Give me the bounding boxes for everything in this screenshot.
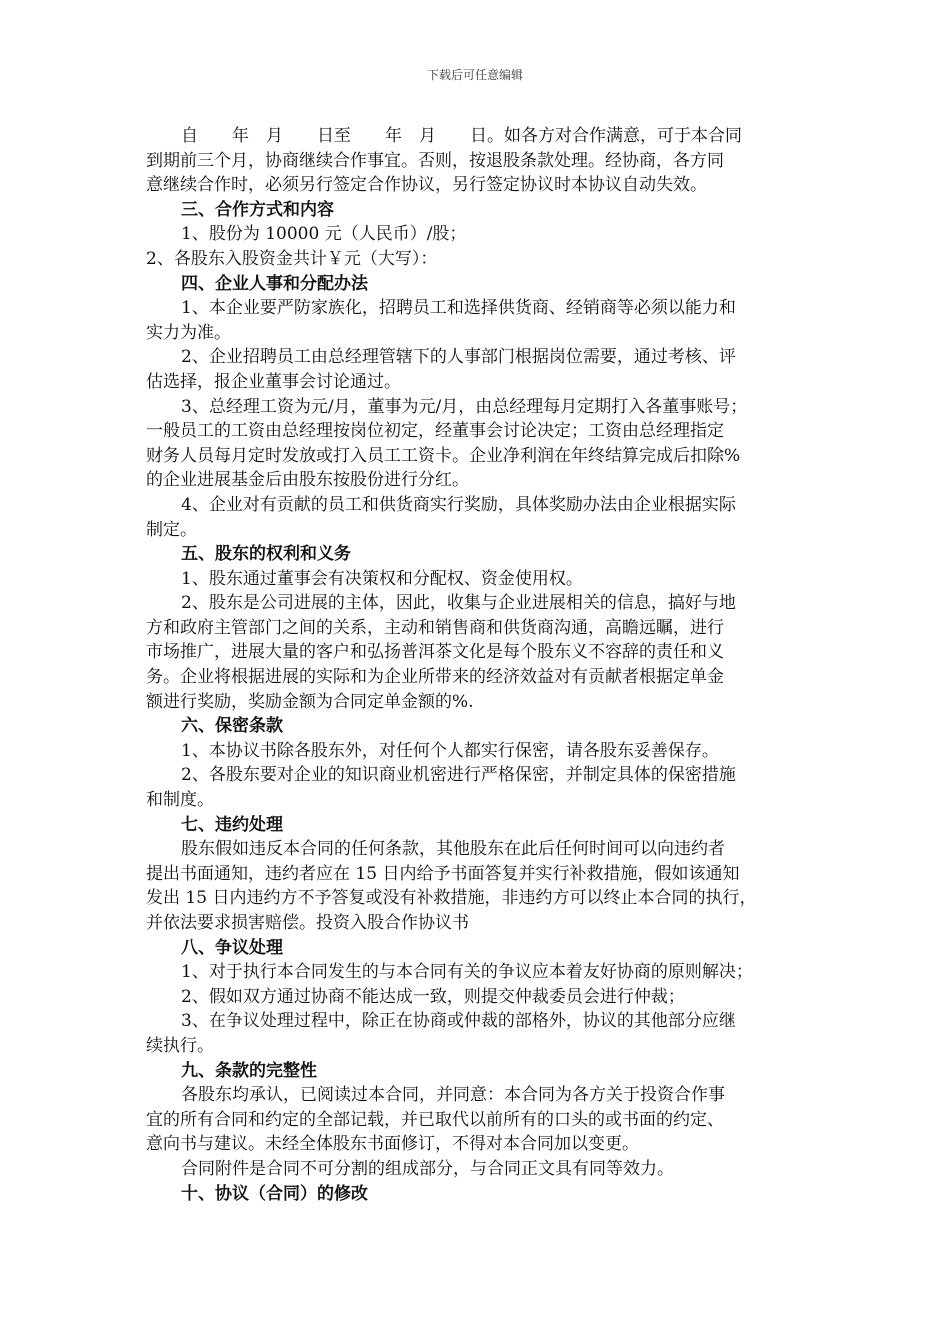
paragraph-line: 和制度。 (146, 790, 214, 811)
paragraph-line: 财务人员每月定时发放或打入员工工资卡。企业净利润在年终结算完成后扣除% (146, 445, 741, 466)
document-body (146, 124, 818, 1206)
paragraph-line: 务。企业将根据进展的实际和为企业所带来的经济效益对有贡献者根据定单金 (146, 667, 724, 688)
paragraph-line: 2、企业招聘员工由总经理管辖下的人事部门根据岗位需要，通过考核、评 (181, 347, 736, 368)
paragraph-line: 2、股东是公司进展的主体，因此，收集与企业进展相关的信息，搞好与地 (181, 593, 736, 614)
paragraph-line: 股东假如违反本合同的任何条款，其他股东在此后任何时间可以向违约者 (181, 839, 725, 860)
paragraph-line: 3、总经理工资为元/月，董事为元/月，由总经理每月定期打入各董事账号； (181, 396, 748, 417)
paragraph-line: 估选择，报企业董事会讨论通过。 (146, 371, 401, 392)
paragraph-line: 1、本协议书除各股东外，对任何个人都实行保密，请各股东妥善保存。 (181, 740, 719, 761)
paragraph-line: 制定。 (146, 519, 197, 540)
section-heading: 十、协议（合同）的修改 (181, 1183, 368, 1204)
section-heading: 四、企业人事和分配办法 (181, 273, 368, 294)
paragraph-line: 4、企业对有贡献的员工和供货商实行奖励，具体奖励办法由企业根据实际 (181, 494, 736, 515)
paragraph-line: 意向书与建议。未经全体股东书面修订，不得对本合同加以变更。 (146, 1134, 639, 1155)
paragraph-line: 2、各股东入股资金共计￥元（大写）： (146, 248, 438, 269)
paragraph-line: 实力为准。 (146, 322, 231, 343)
paragraph-line: 的企业进展基金后由股东按股份进行分红。 (146, 470, 469, 491)
section-heading: 五、股东的权利和义务 (181, 544, 351, 565)
paragraph-line: 市场推广，进展大量的客户和弘扬普洱茶文化是每个股东义不容辞的责任和义 (146, 642, 724, 663)
paragraph-line: 提出书面通知，违约者应在 15 日内给予书面答复并实行补救措施，假如该通知 (146, 863, 740, 884)
section-heading: 八、争议处理 (181, 937, 283, 958)
paragraph-line: 2、假如双方通过协商不能达成一致，则提交仲裁委员会进行仲裁； (181, 986, 685, 1007)
paragraph-line: 一般员工的工资由总经理按岗位初定，经董事会讨论决定；工资由总经理指定 (146, 421, 724, 442)
paragraph-line: 合同附件是合同不可分割的组成部分，与合同正文具有同等效力。 (181, 1158, 674, 1179)
paragraph-line: 续执行。 (146, 1035, 214, 1056)
paragraph-line: 2、各股东要对企业的知识商业机密进行严格保密，并制定具体的保密措施 (181, 765, 736, 786)
paragraph-line: 各股东均承认，已阅读过本合同，并同意：本合同为各方关于投资合作事 (181, 1085, 725, 1106)
paragraph-line: 3、在争议处理过程中，除正在协商或仲裁的部格外，协议的其他部分应继 (181, 1011, 736, 1032)
paragraph-line: 宜的所有合同和约定的全部记载，并已取代以前所有的口头的或书面的约定、 (146, 1109, 724, 1130)
paragraph-line: 意继续合作时，必须另行签定合作协议，另行签定协议时本协议自动失效。 (146, 175, 707, 196)
paragraph-line: 1、股东通过董事会有决策权和分配权、资金使用权。 (181, 568, 583, 589)
paragraph-line: 方和政府主管部门之间的关系，主动和销售商和供货商沟通，高瞻远瞩，进行 (146, 617, 724, 638)
section-heading: 九、条款的完整性 (181, 1060, 317, 1081)
paragraph-line: 1、本企业要严防家族化，招聘员工和选择供货商、经销商等必须以能力和 (181, 298, 736, 319)
section-heading: 三、合作方式和内容 (181, 199, 334, 220)
page-header: 下载后可任意编辑 (426, 68, 523, 82)
paragraph-line: 1、对于执行本合同发生的与本合同有关的争议应本着友好协商的原则解决； (181, 962, 753, 983)
paragraph-line: 并依法要求损害赔偿。投资入股合作协议书 (146, 913, 469, 933)
paragraph-line: 额进行奖励，奖励金额为合同定单金额的%. (146, 691, 474, 712)
paragraph-line: 1、股份为 10000 元（人民币）/股； (181, 224, 467, 245)
section-heading: 七、违约处理 (181, 814, 283, 835)
paragraph-line: 到期前三个月，协商继续合作事宜。否则，按退股条款处理。经协商，各方同 (146, 150, 724, 171)
paragraph-line: 自 年 月 日至 年 月 日。如各方对合作满意，可于本合同 (181, 126, 742, 146)
paragraph-line: 发出 15 日内违约方不予答复或没有补救措施，非违约方可以终止本合同的执行， (146, 888, 757, 909)
section-heading: 六、保密条款 (181, 716, 283, 737)
